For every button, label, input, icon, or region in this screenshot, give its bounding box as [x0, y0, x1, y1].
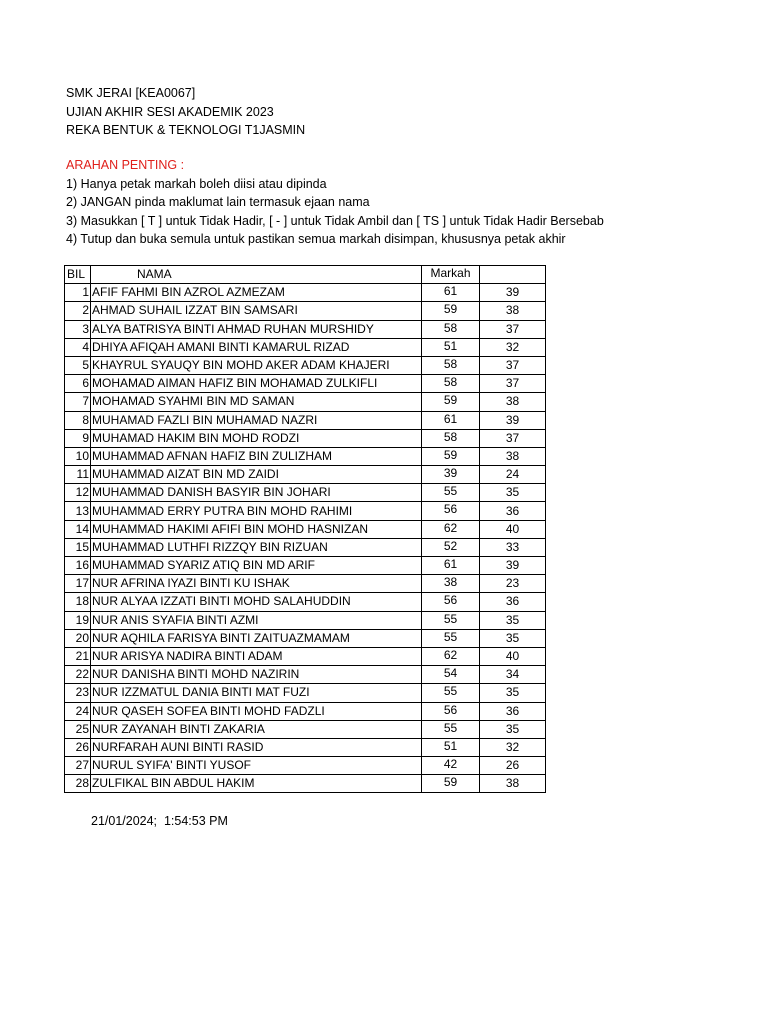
markah-cell[interactable]: 58	[422, 356, 480, 374]
row-number: 24	[65, 702, 91, 720]
student-name: NUR QASEH SOFEA BINTI MOHD FADZLI	[91, 702, 422, 720]
final-score-cell: 35	[480, 484, 546, 502]
row-number: 4	[65, 338, 91, 356]
row-number: 16	[65, 557, 91, 575]
table-row	[65, 666, 546, 684]
markah-cell[interactable]: 61	[422, 557, 480, 575]
row-number: 1	[65, 284, 91, 302]
table-row	[65, 429, 546, 447]
markah-cell[interactable]: 58	[422, 375, 480, 393]
student-name: NURUL SYIFA' BINTI YUSOF	[91, 757, 422, 775]
row-number: 22	[65, 666, 91, 684]
student-name: NURFARAH AUNI BINTI RASID	[91, 738, 422, 756]
table-row	[65, 757, 546, 775]
instruction-item: 3) Masukkan [ T ] untuk Tidak Hadir, [ - ] untuk Tidak Ambil dan [ TS ] untuk Tidak Hadir Bersebab	[66, 213, 604, 228]
instruction-item: 2) JANGAN pinda maklumat lain termasuk ejaan nama	[66, 195, 370, 209]
markah-cell[interactable]: 39	[422, 466, 480, 484]
row-number: 17	[65, 575, 91, 593]
final-score-cell: 24	[480, 466, 546, 484]
table-row	[65, 320, 546, 338]
table-row	[65, 575, 546, 593]
column-header-bil: BIL	[65, 266, 91, 284]
table-row	[65, 629, 546, 647]
row-number: 9	[65, 429, 91, 447]
column-header-markah: Markah	[422, 266, 480, 284]
markah-cell[interactable]: 55	[422, 629, 480, 647]
final-score-cell: 38	[480, 775, 546, 793]
row-number: 27	[65, 757, 91, 775]
table-row	[65, 302, 546, 320]
exam-title: UJIAN AKHIR SESI AKADEMIK 2023	[66, 104, 274, 119]
table-row	[65, 393, 546, 411]
final-score-cell: 36	[480, 702, 546, 720]
row-number: 13	[65, 502, 91, 520]
student-name: MUHAMMAD AIZAT BIN MD ZAIDI	[91, 466, 422, 484]
final-score-cell: 39	[480, 411, 546, 429]
table-row	[65, 284, 546, 302]
student-name: KHAYRUL SYAUQY BIN MOHD AKER ADAM KHAJERI	[91, 356, 422, 374]
table-row	[65, 684, 546, 702]
markah-cell[interactable]: 62	[422, 647, 480, 665]
final-score-cell: 40	[480, 647, 546, 665]
markah-cell[interactable]: 58	[422, 429, 480, 447]
student-name: NUR DANISHA BINTI MOHD NAZIRIN	[91, 666, 422, 684]
markah-cell[interactable]: 51	[422, 338, 480, 356]
row-number: 5	[65, 356, 91, 374]
table-row	[65, 484, 546, 502]
markah-cell[interactable]: 56	[422, 593, 480, 611]
student-name: NUR ARISYA NADIRA BINTI ADAM	[91, 647, 422, 665]
table-row	[65, 447, 546, 465]
final-score-cell: 33	[480, 538, 546, 556]
student-name: MOHAMAD SYAHMI BIN MD SAMAN	[91, 393, 422, 411]
final-score-cell: 39	[480, 557, 546, 575]
document-header	[66, 84, 305, 140]
final-score-cell: 35	[480, 720, 546, 738]
table-row	[65, 738, 546, 756]
row-number: 20	[65, 629, 91, 647]
final-score-cell: 38	[480, 393, 546, 411]
markah-cell[interactable]: 38	[422, 575, 480, 593]
student-name: MUHAMMAD ERRY PUTRA BIN MOHD RAHIMI	[91, 502, 422, 520]
table-header-row	[65, 266, 546, 284]
table-row	[65, 611, 546, 629]
markah-cell[interactable]: 59	[422, 447, 480, 465]
markah-cell[interactable]: 54	[422, 666, 480, 684]
row-number: 19	[65, 611, 91, 629]
table-row	[65, 775, 546, 793]
final-score-cell: 37	[480, 320, 546, 338]
student-name: NUR ALYAA IZZATI BINTI MOHD SALAHUDDIN	[91, 593, 422, 611]
table-row	[65, 538, 546, 556]
final-score-cell: 23	[480, 575, 546, 593]
student-name: ZULFIKAL BIN ABDUL HAKIM	[91, 775, 422, 793]
row-number: 2	[65, 302, 91, 320]
row-number: 3	[65, 320, 91, 338]
markah-cell[interactable]: 59	[422, 302, 480, 320]
table-row	[65, 356, 546, 374]
instructions-title: ARAHAN PENTING :	[66, 158, 185, 172]
table-row	[65, 375, 546, 393]
student-name: AFIF FAHMI BIN AZROL AZMEZAM	[91, 284, 422, 302]
student-name: AHMAD SUHAIL IZZAT BIN SAMSARI	[91, 302, 422, 320]
final-score-cell: 37	[480, 375, 546, 393]
final-score-cell: 38	[480, 302, 546, 320]
table-row	[65, 702, 546, 720]
student-name: NUR ANIS SYAFIA BINTI AZMI	[91, 611, 422, 629]
column-header-nama: NAMA	[91, 266, 422, 284]
student-name: NUR IZZMATUL DANIA BINTI MAT FUZI	[91, 684, 422, 702]
markah-cell[interactable]: 56	[422, 502, 480, 520]
student-name: NUR AFRINA IYAZI BINTI KU ISHAK	[91, 575, 422, 593]
student-name: MUHAMMAD SYARIZ ATIQ BIN MD ARIF	[91, 557, 422, 575]
final-score-cell: 34	[480, 666, 546, 684]
row-number: 11	[65, 466, 91, 484]
row-number: 7	[65, 393, 91, 411]
table-row	[65, 720, 546, 738]
row-number: 21	[65, 647, 91, 665]
markah-cell[interactable]: 61	[422, 411, 480, 429]
final-score-cell: 32	[480, 338, 546, 356]
row-number: 15	[65, 538, 91, 556]
markah-cell[interactable]: 56	[422, 702, 480, 720]
table-body	[65, 284, 546, 793]
markah-cell[interactable]: 62	[422, 520, 480, 538]
student-name: MUHAMMAD AFNAN HAFIZ BIN ZULIZHAM	[91, 447, 422, 465]
row-number: 23	[65, 684, 91, 702]
row-number: 25	[65, 720, 91, 738]
final-score-cell: 39	[480, 284, 546, 302]
markah-cell[interactable]: 55	[422, 611, 480, 629]
instruction-item: 1) Hanya petak markah boleh diisi atau dipinda	[66, 176, 327, 191]
student-name: MUHAMMAD LUTHFI RIZZQY BIN RIZUAN	[91, 538, 422, 556]
markah-cell[interactable]: 55	[422, 720, 480, 738]
markah-cell[interactable]: 59	[422, 393, 480, 411]
student-name: MUHAMAD HAKIM BIN MOHD RODZI	[91, 429, 422, 447]
markah-cell[interactable]: 59	[422, 775, 480, 793]
school-name: SMK JERAI [KEA0067]	[66, 86, 196, 100]
markah-cell[interactable]: 52	[422, 538, 480, 556]
final-score-cell: 35	[480, 611, 546, 629]
final-score-cell: 35	[480, 684, 546, 702]
row-number: 12	[65, 484, 91, 502]
instruction-item: 4) Tutup dan buka semula untuk pastikan semua markah disimpan, khususnya petak akhir	[66, 232, 566, 246]
final-score-cell: 40	[480, 520, 546, 538]
table-row	[65, 411, 546, 429]
print-timestamp: 21/01/2024; 1:54:53 PM	[91, 814, 228, 828]
table-row	[65, 593, 546, 611]
markah-cell[interactable]: 42	[422, 757, 480, 775]
markah-cell[interactable]: 61	[422, 284, 480, 302]
row-number: 6	[65, 375, 91, 393]
final-score-cell: 35	[480, 629, 546, 647]
table-row	[65, 557, 546, 575]
student-name: MOHAMAD AIMAN HAFIZ BIN MOHAMAD ZULKIFLI	[91, 375, 422, 393]
table-row	[65, 520, 546, 538]
table-row	[65, 647, 546, 665]
final-score-cell: 32	[480, 738, 546, 756]
row-number: 10	[65, 447, 91, 465]
student-name: MUHAMMAD HAKIMI AFIFI BIN MOHD HASNIZAN	[91, 520, 422, 538]
row-number: 8	[65, 411, 91, 429]
table-row	[65, 338, 546, 356]
marks-table	[64, 265, 546, 793]
row-number: 18	[65, 593, 91, 611]
instructions-block	[66, 156, 604, 249]
markah-cell[interactable]: 55	[422, 484, 480, 502]
student-name: MUHAMAD FAZLI BIN MUHAMAD NAZRI	[91, 411, 422, 429]
student-name: NUR ZAYANAH BINTI ZAKARIA	[91, 720, 422, 738]
row-number: 28	[65, 775, 91, 793]
final-score-cell: 26	[480, 757, 546, 775]
table-row	[65, 502, 546, 520]
final-score-cell: 37	[480, 356, 546, 374]
final-score-cell: 36	[480, 502, 546, 520]
student-name: ALYA BATRISYA BINTI AHMAD RUHAN MURSHIDY	[91, 320, 422, 338]
student-name: NUR AQHILA FARISYA BINTI ZAITUAZMAMAM	[91, 629, 422, 647]
final-score-cell: 38	[480, 447, 546, 465]
markah-cell[interactable]: 58	[422, 320, 480, 338]
final-score-cell: 36	[480, 593, 546, 611]
student-name: DHIYA AFIQAH AMANI BINTI KAMARUL RIZAD	[91, 338, 422, 356]
markah-cell[interactable]: 55	[422, 684, 480, 702]
markah-cell[interactable]: 51	[422, 738, 480, 756]
subject-class: REKA BENTUK & TEKNOLOGI T1JASMIN	[66, 123, 306, 137]
row-number: 26	[65, 738, 91, 756]
final-score-cell: 37	[480, 429, 546, 447]
column-header-final	[480, 266, 546, 284]
row-number: 14	[65, 520, 91, 538]
student-name: MUHAMMAD DANISH BASYIR BIN JOHARI	[91, 484, 422, 502]
table-row	[65, 466, 546, 484]
